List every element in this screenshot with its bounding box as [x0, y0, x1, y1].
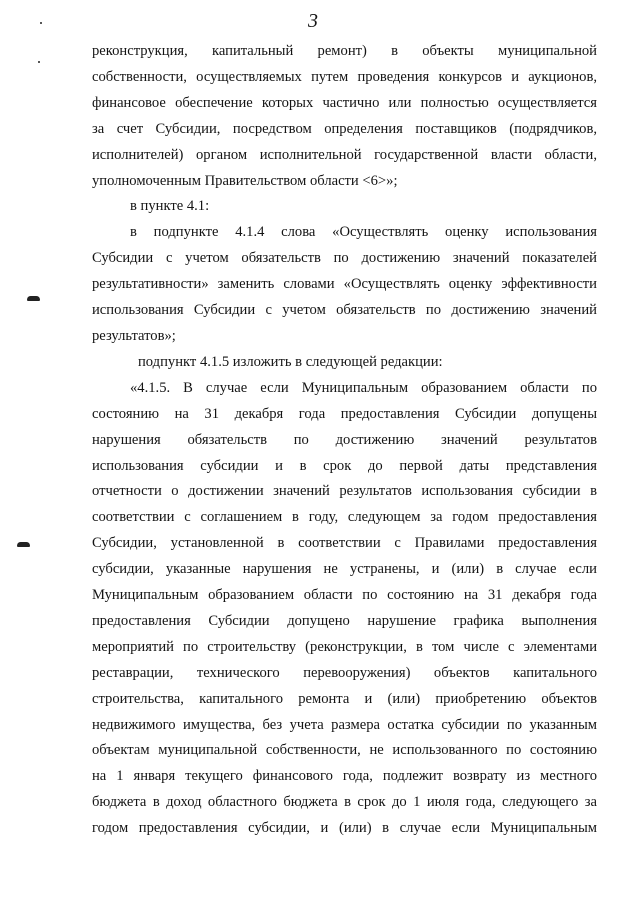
text-line: Субсидии, установленной в соответствии с Правилами предоставления — [92, 535, 597, 552]
text-line: субсидии, указанные нарушения не устранены, и (или) в случае если — [92, 561, 597, 578]
text-line: «4.1.5. В случае если Муниципальным образованием области по — [130, 379, 597, 396]
text-line: результатов»; — [92, 327, 176, 344]
scan-speck — [38, 61, 40, 63]
text-line: предоставления Субсидии допущено нарушение графика выполнения — [92, 612, 597, 629]
text-line: использования Субсидии с учетом обязательств по достижению значений — [92, 302, 597, 319]
text-line: результативности» заменить словами «Осуществлять оценку эффективности — [92, 276, 597, 293]
text-line: использования субсидии и в срок до первой даты представления — [92, 457, 597, 474]
scan-speck — [40, 22, 42, 24]
text-line: соответствии с соглашением в году, следующем за годом предоставления — [92, 509, 597, 526]
text-line: финансовое обеспечение которых частично или полностью осуществляется — [92, 94, 597, 111]
text-line: нарушения обязательств по достижению значений результатов — [92, 431, 597, 448]
text-line: реконструкция, капитальный ремонт) в объекты муниципальной — [92, 43, 597, 59]
text-line: годом предоставления субсидии, и (или) в случае если Муниципальным — [92, 820, 597, 837]
binder-hole-mark — [17, 542, 30, 547]
text-line: реставрации, технического перевооружения) объектов капитального — [92, 664, 597, 681]
page-number: 3 — [308, 10, 318, 32]
text-line: бюджета в доход областного бюджета в срок до 1 июля года, следующего за — [92, 794, 597, 811]
text-line: объектам муниципальной собственности, не использованного по состоянию — [92, 742, 597, 759]
text-line: состоянию на 31 декабря года предоставления Субсидии допущены — [92, 405, 597, 422]
text-line: уполномоченным Правительством области <6>»; — [92, 172, 398, 189]
document-body — [92, 39, 597, 842]
text-line: Муниципальным образованием области по состоянию на 31 декабря года — [92, 587, 597, 604]
text-line: собственности, осуществляемых путем проведения конкурсов и аукционов, — [92, 68, 597, 85]
text-line: мероприятий по строительству (реконструкции, в том числе с элементами — [92, 638, 597, 655]
text-line: строительства, капитального ремонта и (или) приобретению объектов — [92, 690, 597, 707]
text-line: отчетности о достижении значений результатов использования субсидии в — [92, 483, 597, 500]
text-line: в пункте 4.1: — [130, 198, 210, 215]
binder-hole-mark — [27, 296, 40, 301]
text-line: исполнителей) органом исполнительной государственной власти области, — [92, 146, 597, 163]
text-line: за счет Субсидии, посредством определения поставщиков (подрядчиков, — [92, 120, 597, 137]
text-line: Субсидии с учетом обязательств по достижению значений показателей — [92, 250, 597, 267]
text-line: подпункт 4.1.5 изложить в следующей редакции: — [138, 353, 443, 370]
text-line: в подпункте 4.1.4 слова «Осуществлять оценку использования — [130, 224, 597, 241]
text-line: недвижимого имущества, без учета размера остатка субсидии по указанным — [92, 716, 597, 733]
text-line: на 1 января текущего финансового года, подлежит возврату из местного — [92, 768, 597, 785]
